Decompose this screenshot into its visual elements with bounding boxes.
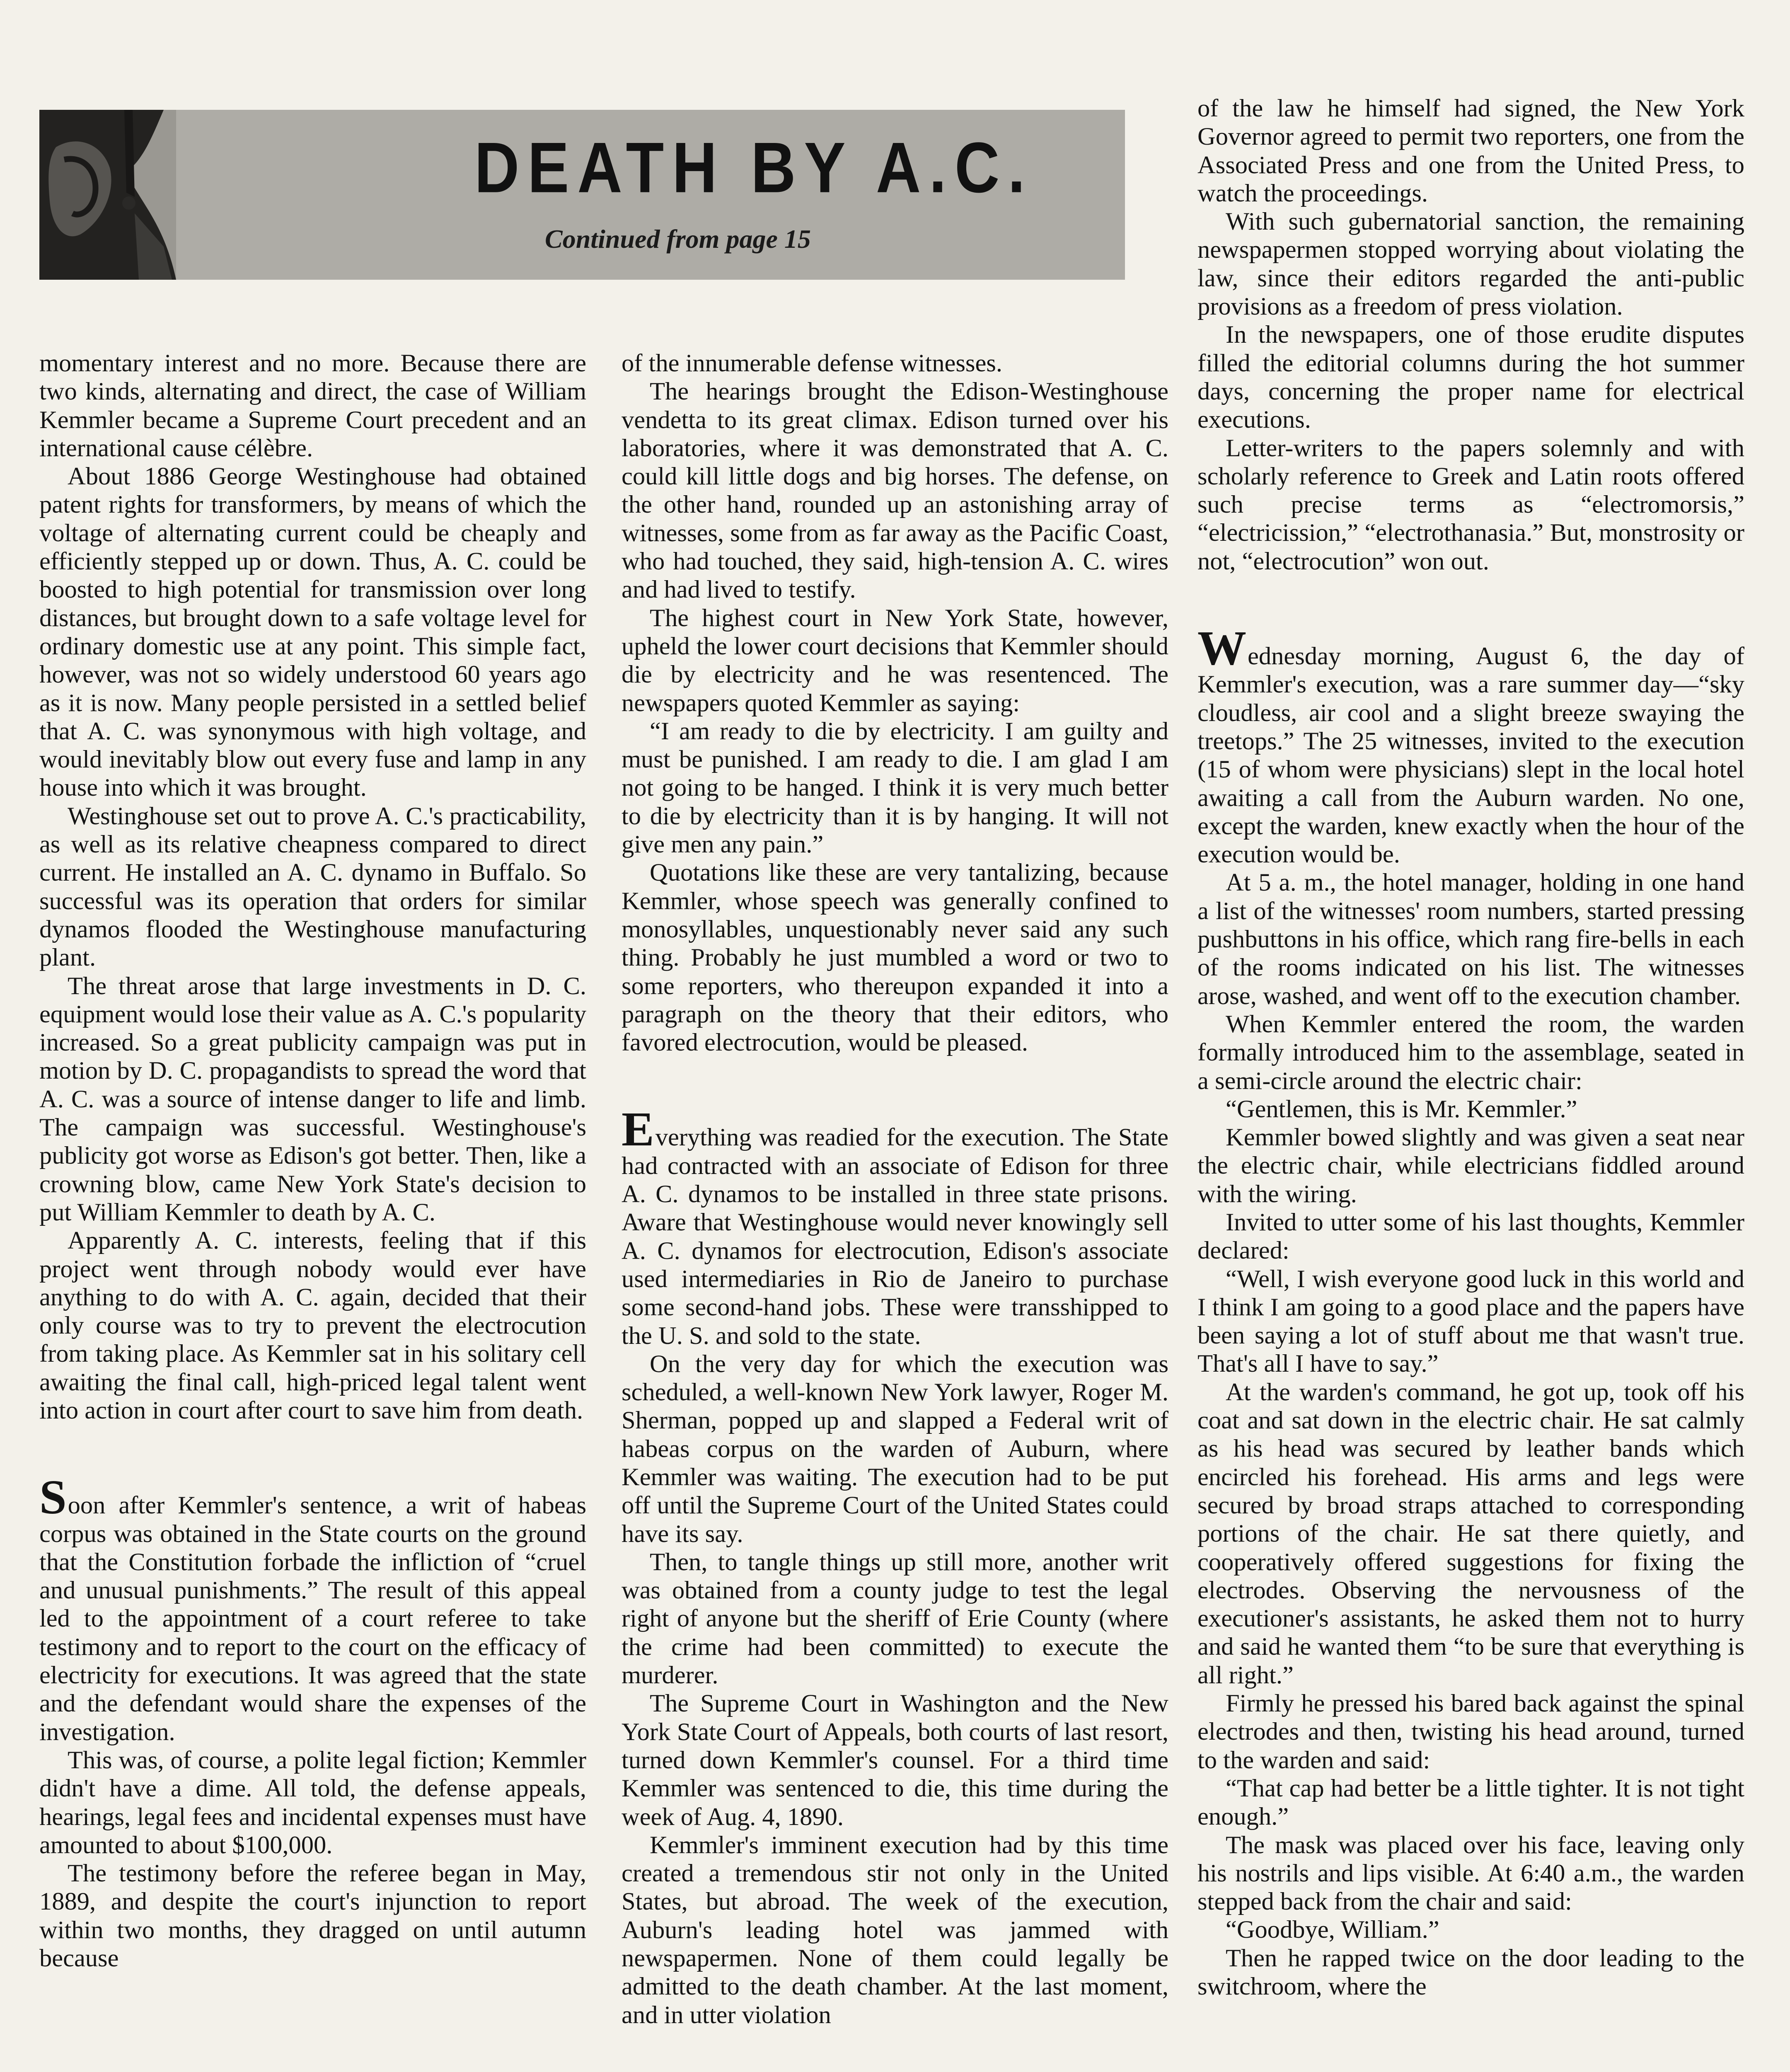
paragraph: Then he rapped twice on the door leading to the switchroom, where the [1197, 1944, 1744, 2000]
paragraph: Kemmler's imminent execution had by this time created a tremendous stir not only in the United States, but abroad. The week of the execution, Auburn's leading hotel was jammed with newspapermen. None of them could legally be admitted to the death chamber. At the last moment, and in utter violation [622, 1831, 1168, 2029]
paragraph: At 5 a. m., the hotel manager, holding in one hand a list of the witnesses' room numbers, started pressing pushbuttons in his office, which rang fire-bells in each of the rooms indicated on his list. The witnesses arose, washed, and went off to the execution chamber. [1197, 869, 1744, 1010]
paragraph: With such gubernatorial sanction, the remaining newspapermen stopped worrying about violating the law, since their editors regarded the anti-public provisions as a freedom of press violation. [1197, 208, 1744, 321]
paragraph [1197, 621, 1744, 869]
paragraph: “That cap had better be a little tighter. It is not tight enough.” [1197, 1774, 1744, 1831]
paragraph: This was, of course, a polite legal fiction; Kemmler didn't have a dime. All told, the defense appeals, hearings, legal fees and incidental expenses must have amounted to about $100,000. [39, 1746, 586, 1859]
continued-from-note: Continued from page 15 [545, 224, 811, 254]
paragraph-text: oon after Kemmler's sentence, a writ of habeas corpus was obtained in the State courts on the ground that the Constitution forbade the infliction of “cruel and unusual punishments.” The result of this appeal led to the appointment of a court referee to take testimony and to report to the court on the efficacy of electricity for executions. It was agreed that the state and the defendant would share the expenses of the investigation. [39, 1491, 586, 1746]
portrait-illustration [39, 110, 176, 280]
column-left [39, 349, 586, 1973]
paragraph-text: verything was readied for the execution. The State had contracted with an associate of Edison for three A. C. dynamos to be installed in three state prisons. Aware that Westinghouse would never knowingly sell A. C. dynamos for electrocution, Edison's associate used intermediaries in Rio de Janeiro to purchase some second-hand jobs. These were transshipped to the U. S. and sold to the state. [622, 1123, 1168, 1350]
paragraph: The threat arose that large investments in D. C. equipment would lose their value as A. C.'s popularity increased. So a great publicity campaign was put in motion by D. C. propagandists to spread the word that A. C. was a source of intense danger to life and limb. The campaign was successful. Westinghouse's publicity got worse as Edison's got better. Then, like a crowning blow, came New York State's decision to put William Kemmler to death by A. C. [39, 972, 586, 1226]
paragraph: Then, to tangle things up still more, another writ was obtained from a county judge to test the legal right of anyone but the sheriff of Erie County (where the crime had been committed) to execute the murderer. [622, 1548, 1168, 1690]
paragraph: “Well, I wish everyone good luck in this world and I think I am going to a good place and the papers have been saying a lot of stuff about me that wasn't true. That's all I have to say.” [1197, 1265, 1744, 1378]
column-middle [622, 349, 1168, 2029]
paragraph-text: ednesday morning, August 6, the day of Kemmler's execution, was a rare summer day—“sky cloudless, air cool and a slight breeze swaying the treetops.” The 25 witnesses, invited to the execution (15 of whom were physicians) slept in the local hotel awaiting a call from the Auburn warden. No one, except the warden, knew exactly when the hour of the execution would be. [1197, 642, 1744, 869]
article-title: DEATH BY A.C. [474, 127, 1033, 208]
drop-cap: E [622, 1102, 654, 1157]
paragraph: On the very day for which the execution was scheduled, a well-known New York lawyer, Roger M. Sherman, popped up and slapped a Federal writ of habeas corpus on the warden of Auburn, where Kemmler was waiting. The execution had to be put off until the Supreme Court of the United States could have its say. [622, 1350, 1168, 1548]
paragraph: of the law he himself had signed, the New York Governor agreed to permit two reporters, one from the Associated Press and one from the United Press, to watch the proceedings. [1197, 94, 1744, 207]
paragraph: Invited to utter some of his last thoughts, Kemmler declared: [1197, 1208, 1744, 1265]
paragraph: Quotations like these are very tantalizing, because Kemmler, whose speech was generally confined to monosyllables, unquestionably never said any such thing. Probably he just mumbled a word or two to some reporters, who thereupon expanded it into a paragraph on the theory that their editors, who favored electrocution, would be pleased. [622, 859, 1168, 1057]
article-header-banner [39, 110, 1125, 280]
paragraph: The mask was placed over his face, leaving only his nostrils and lips visible. At 6:40 a.m., the warden stepped back from the chair and said: [1197, 1831, 1744, 1916]
paragraph: The highest court in New York State, however, upheld the lower court decisions that Kemmler should die by electricity and he was resentenced. The newspapers quoted Kemmler as saying: [622, 604, 1168, 717]
paragraph: The hearings brought the Edison-Westinghouse vendetta to its great climax. Edison turned over his laboratories, where it was demonstrated that A. C. could kill little dogs and big horses. The defense, on the other hand, rounded up an astonishing array of witnesses, some from as far away as the Pacific Coast, who had touched, they said, high-tension A. C. wires and had lived to testify. [622, 378, 1168, 604]
paragraph: Kemmler bowed slightly and was given a seat near the electric chair, while electricians fiddled around with the wiring. [1197, 1123, 1744, 1208]
paragraph: of the innumerable defense witnesses. [622, 349, 1002, 377]
column-right [1197, 94, 1744, 2001]
paragraph: momentary interest and no more. Because there are two kinds, alternating and direct, the case of William Kemmler became a Supreme Court precedent and an international cause célèbre. [39, 349, 586, 462]
drop-cap: W [1197, 621, 1246, 675]
paragraph: Letter-writers to the papers solemnly and with scholarly reference to Greek and Latin roots offered such precise terms as “electromorsis,” “electricission,” “electrothanasia.” But, monstrosity or not, “electrocution” won out. [1197, 434, 1744, 575]
paragraph: “I am ready to die by electricity. I am guilty and must be punished. I am ready to die. I am glad I am not going to be hanged. I think it is very much better to die by electricity than it is by hanging. It will not give men any pain.” [622, 717, 1168, 859]
paragraph: The Supreme Court in Washington and the New York State Court of Appeals, both courts of last resort, turned down Kemmler's counsel. For a third time Kemmler was sentenced to die, this time during the week of Aug. 4, 1890. [622, 1690, 1168, 1831]
paragraph: Apparently A. C. interests, feeling that if this project went through nobody would ever have anything to do with A. C. again, decided that their only course was to try to prevent the electrocution from taking place. As Kemmler sat in his solitary cell awaiting the final call, high-priced legal talent went into action in court after court to save him from death. [39, 1227, 586, 1424]
paragraph: “Goodbye, William.” [1226, 1916, 1439, 1944]
paragraph: When Kemmler entered the room, the warden formally introduced him to the assemblage, seated in a semi-circle around the electric chair: [1197, 1010, 1744, 1095]
paragraph: “Gentlemen, this is Mr. Kemmler.” [1226, 1095, 1577, 1123]
paragraph [622, 1102, 1168, 1350]
paragraph: Firmly he pressed his bared back against the spinal electrodes and then, twisting his head around, turned to the warden and said: [1197, 1690, 1744, 1774]
paragraph: At the warden's command, he got up, took off his coat and sat down in the electric chair. He sat calmly as his head was secured by leather bands which encircled his forehead. His arms and legs were secured by broad straps attached to corresponding portions of the chair. He sat there quietly, and cooperatively offered suggestions for fixing the electrodes. Observing the nervousness of the executioner's assistants, he asked them not to hurry and said he wanted them “to be sure that everything is all right.” [1197, 1378, 1744, 1689]
drop-cap: S [39, 1470, 67, 1525]
paragraph [39, 1470, 586, 1746]
paragraph: The testimony before the referee began in May, 1889, and despite the court's injunction to report within two months, they dragged on until autumn because [39, 1859, 586, 1973]
paragraph: In the newspapers, one of those erudite disputes filled the editorial columns during the hot summer days, concerning the proper name for electrical executions. [1197, 321, 1744, 434]
paragraph: About 1886 George Westinghouse had obtained patent rights for transformers, by means of which the voltage of alternating current could be cheaply and efficiently stepped up or down. Thus, A. C. could be boosted to high potential for transmission over long distances, but brought down to a safe voltage level for ordinary domestic use at any point. This simple fact, however, was not so widely understood 60 years ago as it is now. Many people persisted in a settled belief that A. C. was synonymous with high voltage, and would inevitably blow out every fuse and lamp in any house into which it was brought. [39, 462, 586, 802]
paragraph: Westinghouse set out to prove A. C.'s practicability, as well as its relative cheapness compared to direct current. He installed an A. C. dynamo in Buffalo. So successful was its operation that orders for similar dynamos flooded the Westinghouse manufacturing plant. [39, 802, 586, 972]
